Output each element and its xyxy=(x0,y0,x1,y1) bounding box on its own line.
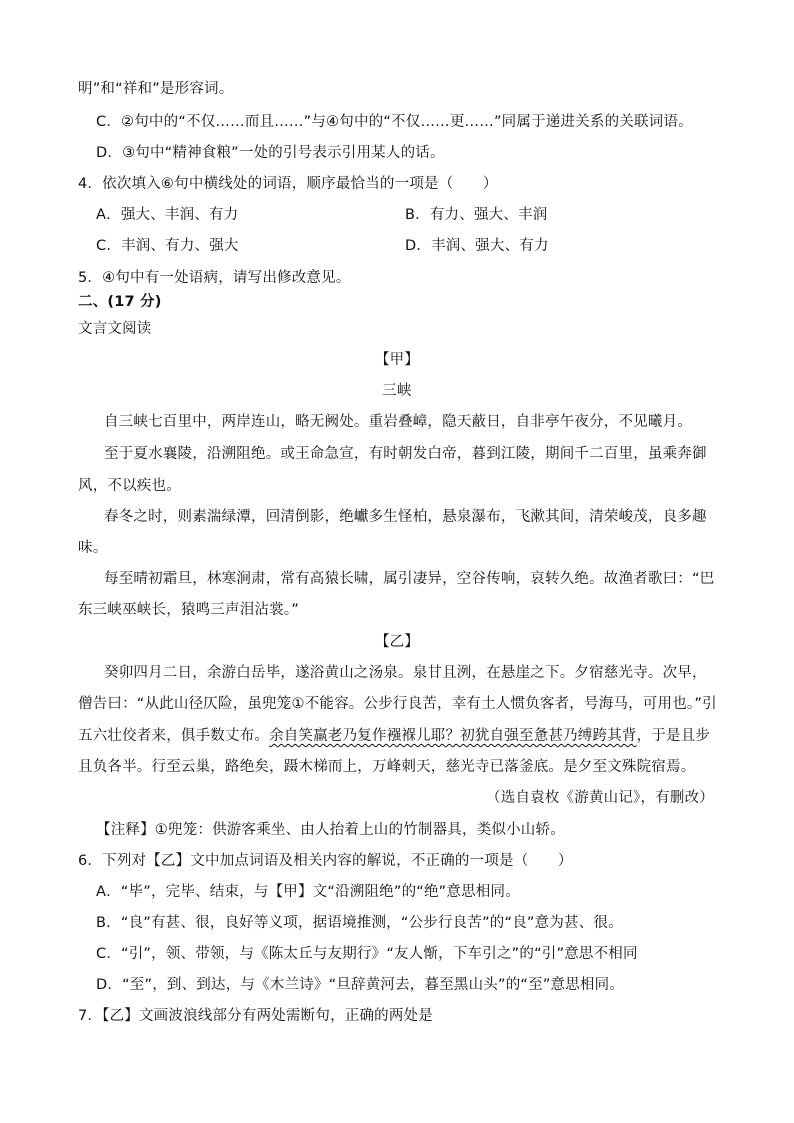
q6-stem: 6．下列对【乙】文中加点词语及相关内容的解说，不正确的一项是（ ） xyxy=(78,853,573,869)
q4-option-d: D．丰润、强大、有力 xyxy=(405,238,549,254)
yi-source: （选自袁枚《游黄山记》，有删改） xyxy=(486,790,714,806)
jia-paragraph-line: 至于夏水襄陵，沿溯阻绝。或王命急宣，有时朝发白帝，暮到江陵，期间千二百里，虽乘奔御 xyxy=(104,446,707,462)
q3-option-d: D．③句中“精神食粮”一处的引号表示引用某人的话。 xyxy=(96,145,445,161)
q6-option-b: B．“良”有甚、很，良好等义项，据语境推测，“公步行良苦”的“良”意为甚、很。 xyxy=(96,915,623,931)
q4-option-b: B．有力、强大、丰润 xyxy=(405,207,548,223)
jia-paragraph-line: 自三峡七百里中，两岸连山，略无阙处。重岩叠嶂，隐天蔽日，自非亭午夜分，不见曦月。 xyxy=(104,414,692,430)
yi-line3-start: 五六壮佼者来，俱手数丈布。 xyxy=(78,728,270,744)
q3-option-c: C．②句中的“不仅……而且……”与④句中的“不仅……更……”同属于递进关系的关联词语。 xyxy=(96,114,693,130)
q6-option-a: A．“毕”，完毕、结束，与【甲】文“沿溯阻绝”的“绝”意思相同。 xyxy=(96,884,520,900)
q6-option-d: D．“至”，到、到达，与《木兰诗》“旦辞黄河去，暮至黑山头”的“至”意思相同。 xyxy=(96,977,625,993)
q7-stem: 7．【乙】文画波浪线部分有两处需断句，正确的两处是 xyxy=(78,1008,433,1024)
yi-paragraph-line: 癸卯四月二日，余游白岳毕，遂浴黄山之汤泉。泉甘且洌，在悬崖之下。夕宿慈光寺。次早， xyxy=(104,665,707,681)
wavy-underlined-phrase: 余自笑羸老乃复作襁褓儿耶？初犹自强至惫甚乃缚跨其背 xyxy=(269,728,637,744)
yi-annotation: 【注释】①兜笼：供游客乘坐、由人抬着上山的竹制器具，类似小山轿。 xyxy=(96,822,565,838)
jia-paragraph-line: 每至晴初霜旦，林寒涧肃，常有高猿长啸，属引凄异，空谷传响，哀转久绝。故渔者歌曰：“巴 xyxy=(104,571,715,587)
section-2-subheading: 文言文阅读 xyxy=(78,321,152,337)
q6-option-c: C．“引”，领、带领，与《陈太丘与友期行》“友人惭，下车引之”的“引”意思不相同 xyxy=(96,946,638,962)
jia-paragraph-line: 东三峡巫峡长，猿鸣三声泪沾裳。” xyxy=(78,602,299,618)
section-2-heading: 二、(17 分) xyxy=(78,294,162,310)
jia-paragraph-line: 风，不以疾也。 xyxy=(78,478,181,494)
jia-paragraph-line: 味。 xyxy=(78,540,108,556)
yi-paragraph-line: 僧告曰：“从此山径仄险，虽兜笼①不能容。公步行良苦，幸有土人惯负客者，号海马，可用也。”引 xyxy=(78,696,717,712)
jia-paragraph-line: 春冬之时，则素湍绿潭，回清倒影，绝巘多生怪柏，悬泉瀑布，飞漱其间，清荣峻茂，良多趣 xyxy=(104,509,707,525)
yi-paragraph-line: 且负各半。行至云巢，路绝矣，蹑木梯而上，万峰刺天，慈光寺已落釜底。是夕至文殊院宿焉。 xyxy=(78,759,696,775)
q4-option-c: C．丰润、有力、强大 xyxy=(96,238,239,254)
yi-line3-end: ，于是且步 xyxy=(636,728,711,744)
q5-stem: 5．④句中有一处语病，请写出修改意见。 xyxy=(78,270,351,286)
q4-option-a: A．强大、丰润、有力 xyxy=(96,207,239,223)
yi-paragraph-line xyxy=(78,726,710,746)
q3-option-b-tail: 明”和“祥和”是形容词。 xyxy=(78,81,234,97)
passage-jia-title: 三峡 xyxy=(382,383,412,399)
passage-jia-label: 【甲】 xyxy=(374,352,420,368)
passage-yi-label: 【乙】 xyxy=(374,634,420,650)
q4-stem: 4．依次填入⑥句中横线处的词语，顺序最恰当的一项是（ ） xyxy=(78,176,498,192)
